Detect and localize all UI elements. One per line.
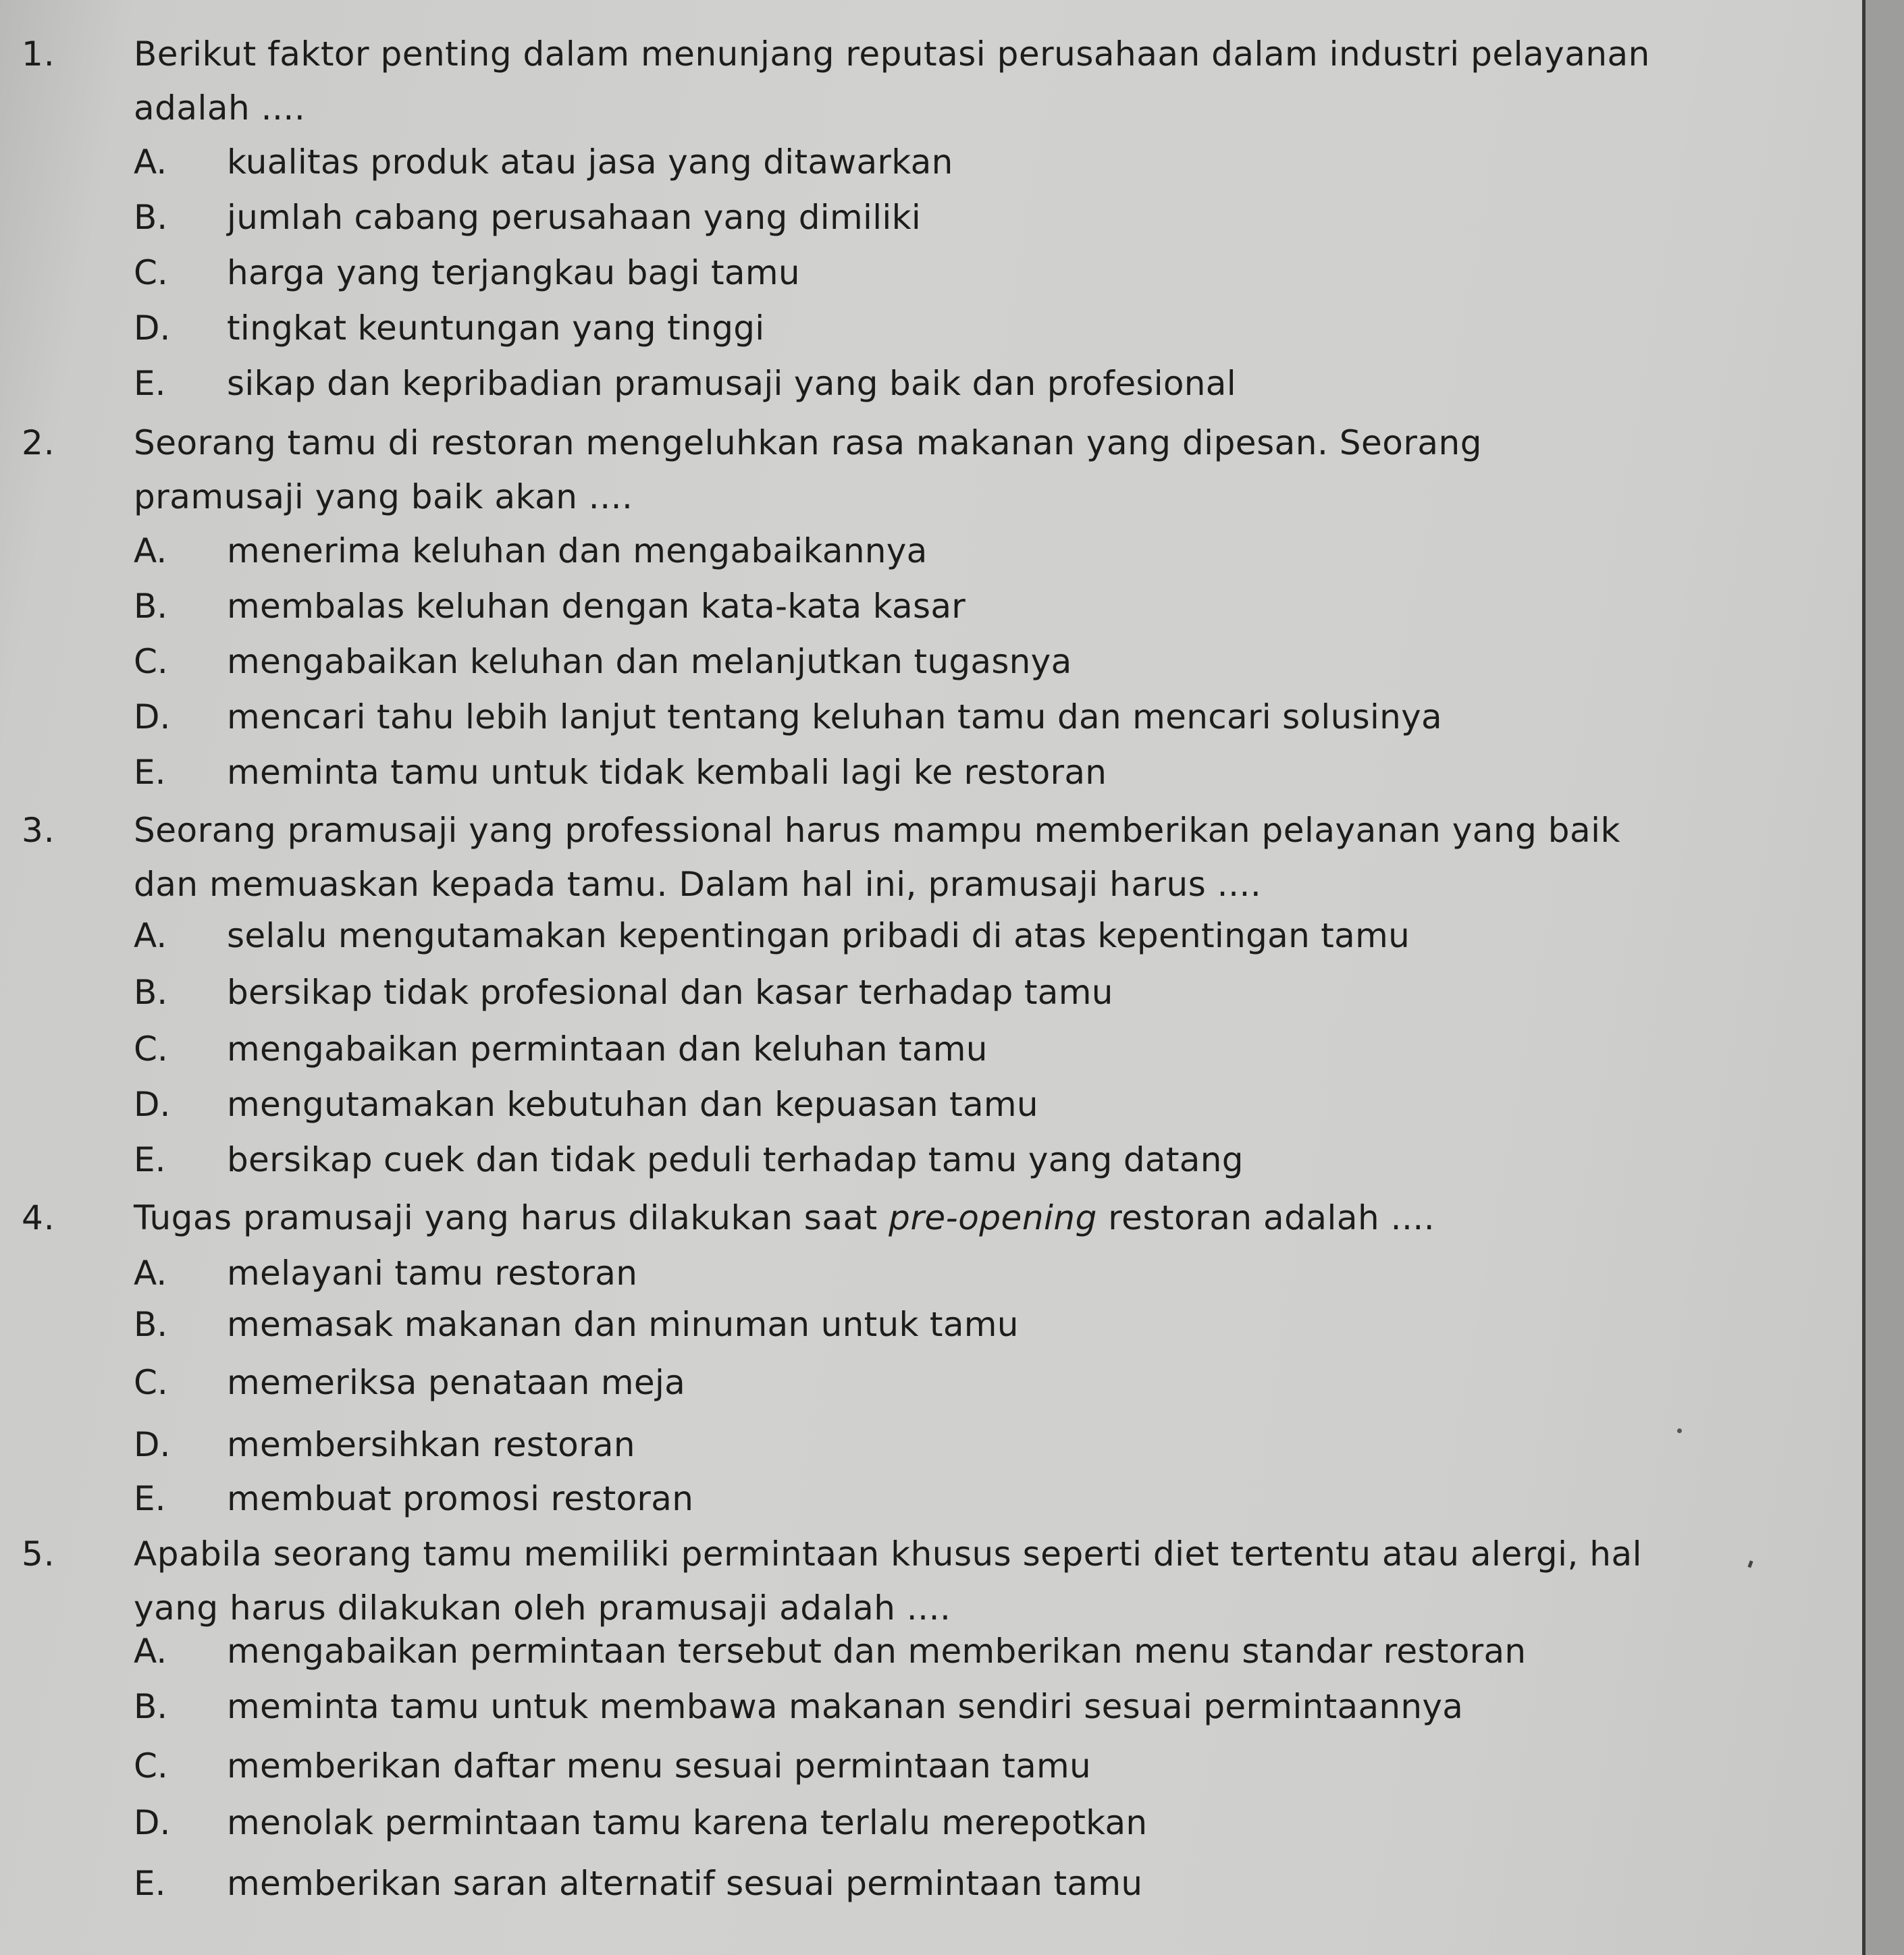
option-letter: D. bbox=[134, 697, 171, 737]
option-text: menolak permintaan tamu karena terlalu merepotkan bbox=[227, 1803, 1148, 1842]
option-4d bbox=[0, 1418, 1755, 1472]
option-text: mengabaikan permintaan tersebut dan memberikan menu standar restoran bbox=[227, 1632, 1527, 1671]
option-text: selalu mengutamakan kepentingan pribadi di atas kepentingan tamu bbox=[227, 916, 1410, 955]
option-letter: A. bbox=[134, 531, 167, 570]
option-text: bersikap cuek dan tidak peduli terhadap tamu yang datang bbox=[227, 1140, 1244, 1179]
option-text: mencari tahu lebih lanjut tentang keluhan tamu dan mencari solusinya bbox=[227, 697, 1442, 737]
option-4b bbox=[0, 1297, 1755, 1351]
option-letter: C. bbox=[134, 1029, 168, 1069]
question-text-italic: pre-opening bbox=[889, 1198, 1097, 1237]
option-letter: B. bbox=[134, 1305, 168, 1344]
option-letter: C. bbox=[134, 253, 168, 292]
option-5e bbox=[0, 1856, 1755, 1910]
option-letter: A. bbox=[134, 142, 167, 182]
option-5a bbox=[0, 1624, 1755, 1678]
option-text: menerima keluhan dan mengabaikannya bbox=[227, 531, 928, 570]
option-letter: C. bbox=[134, 1363, 168, 1402]
option-letter: E. bbox=[134, 1479, 166, 1518]
question-text-end: restoran adalah .... bbox=[1096, 1198, 1435, 1237]
option-letter: E. bbox=[134, 753, 166, 792]
option-text: meminta tamu untuk tidak kembali lagi ke restoran bbox=[227, 753, 1107, 792]
option-text: harga yang terjangkau bagi tamu bbox=[227, 253, 800, 292]
option-text: membersihkan restoran bbox=[227, 1425, 635, 1464]
background-surface bbox=[1866, 0, 1904, 1955]
option-5c bbox=[0, 1739, 1755, 1793]
option-5d bbox=[0, 1796, 1755, 1850]
paper-mark bbox=[1747, 1560, 1753, 1568]
option-3b bbox=[0, 965, 1755, 1019]
option-text: melayani tamu restoran bbox=[227, 1254, 638, 1293]
option-1a bbox=[0, 135, 1755, 189]
option-text: membalas keluhan dengan kata-kata kasar bbox=[227, 587, 966, 626]
question-text: Berikut faktor penting dalam menunjang reputasi perusahaan dalam industri pelayanan adalah .... bbox=[134, 34, 1650, 128]
question-text bbox=[134, 1191, 1660, 1245]
option-letter: E. bbox=[134, 1864, 166, 1903]
option-text: bersikap tidak profesional dan kasar terhadap tamu bbox=[227, 973, 1113, 1012]
option-letter: B. bbox=[134, 973, 168, 1012]
question-number: 4. bbox=[22, 1198, 55, 1237]
question-number: 2. bbox=[22, 423, 55, 462]
option-text: mengutamakan kebutuhan dan kepuasan tamu bbox=[227, 1085, 1038, 1124]
option-text: memberikan saran alternatif sesuai permintaan tamu bbox=[227, 1864, 1143, 1903]
option-4a bbox=[0, 1246, 1755, 1300]
option-text: mengabaikan keluhan dan melanjutkan tugasnya bbox=[227, 642, 1072, 681]
option-1b bbox=[0, 190, 1755, 244]
option-letter: C. bbox=[134, 1746, 168, 1786]
option-4c bbox=[0, 1356, 1755, 1410]
option-letter: D. bbox=[134, 1425, 171, 1464]
question-number: 1. bbox=[22, 34, 55, 74]
question-text: Seorang tamu di restoran mengeluhkan rasa makanan yang dipesan. Seorang pramusaji yang baik akan .... bbox=[134, 423, 1482, 516]
question-text-start: Tugas pramusaji yang harus dilakukan saat bbox=[134, 1198, 889, 1237]
question-text: Apabila seorang tamu memiliki permintaan khusus seperti diet tertentu atau alergi, hal yang harus dilakukan oleh pramusaji adalah .... bbox=[134, 1534, 1643, 1628]
option-letter: A. bbox=[134, 1254, 167, 1293]
option-letter: B. bbox=[134, 1687, 168, 1726]
option-text: jumlah cabang perusahaan yang dimiliki bbox=[227, 198, 922, 237]
option-2b bbox=[0, 579, 1755, 633]
option-5b bbox=[0, 1680, 1755, 1734]
option-letter: D. bbox=[134, 1803, 171, 1842]
option-text: membuat promosi restoran bbox=[227, 1479, 694, 1518]
option-letter: B. bbox=[134, 198, 168, 237]
option-text: memasak makanan dan minuman untuk tamu bbox=[227, 1305, 1019, 1344]
option-1d bbox=[0, 301, 1755, 355]
option-3a bbox=[0, 909, 1755, 963]
option-text: kualitas produk atau jasa yang ditawarkan bbox=[227, 142, 953, 182]
option-letter: C. bbox=[134, 642, 168, 681]
option-text: mengabaikan permintaan dan keluhan tamu bbox=[227, 1029, 988, 1069]
option-letter: E. bbox=[134, 364, 166, 403]
option-1e bbox=[0, 356, 1755, 410]
option-4e bbox=[0, 1472, 1755, 1526]
option-text: memeriksa penataan meja bbox=[227, 1363, 686, 1402]
option-2d bbox=[0, 690, 1755, 744]
option-letter: D. bbox=[134, 1085, 171, 1124]
option-2a bbox=[0, 524, 1755, 578]
option-3e bbox=[0, 1133, 1755, 1187]
option-2c bbox=[0, 635, 1755, 689]
question-number: 5. bbox=[22, 1534, 55, 1574]
question-number: 3. bbox=[22, 811, 55, 850]
option-letter: A. bbox=[134, 916, 167, 955]
option-text: tingkat keuntungan yang tinggi bbox=[227, 309, 765, 348]
option-3d bbox=[0, 1077, 1755, 1131]
option-text: memberikan daftar menu sesuai permintaan tamu bbox=[227, 1746, 1092, 1786]
option-letter: D. bbox=[134, 309, 171, 348]
option-3c bbox=[0, 1022, 1755, 1076]
option-1c bbox=[0, 246, 1755, 300]
option-2e bbox=[0, 745, 1755, 799]
option-letter: B. bbox=[134, 587, 168, 626]
option-letter: E. bbox=[134, 1140, 166, 1179]
question-text: Seorang pramusaji yang professional harus mampu memberikan pelayanan yang baik dan memuaskan kepada tamu. Dalam hal ini, pramusaji harus .... bbox=[134, 811, 1620, 904]
option-letter: A. bbox=[134, 1632, 167, 1671]
paper-speck bbox=[1677, 1428, 1682, 1433]
option-text: sikap dan kepribadian pramusaji yang baik dan profesional bbox=[227, 364, 1236, 403]
option-text: meminta tamu untuk membawa makanan sendiri sesuai permintaannya bbox=[227, 1687, 1464, 1726]
